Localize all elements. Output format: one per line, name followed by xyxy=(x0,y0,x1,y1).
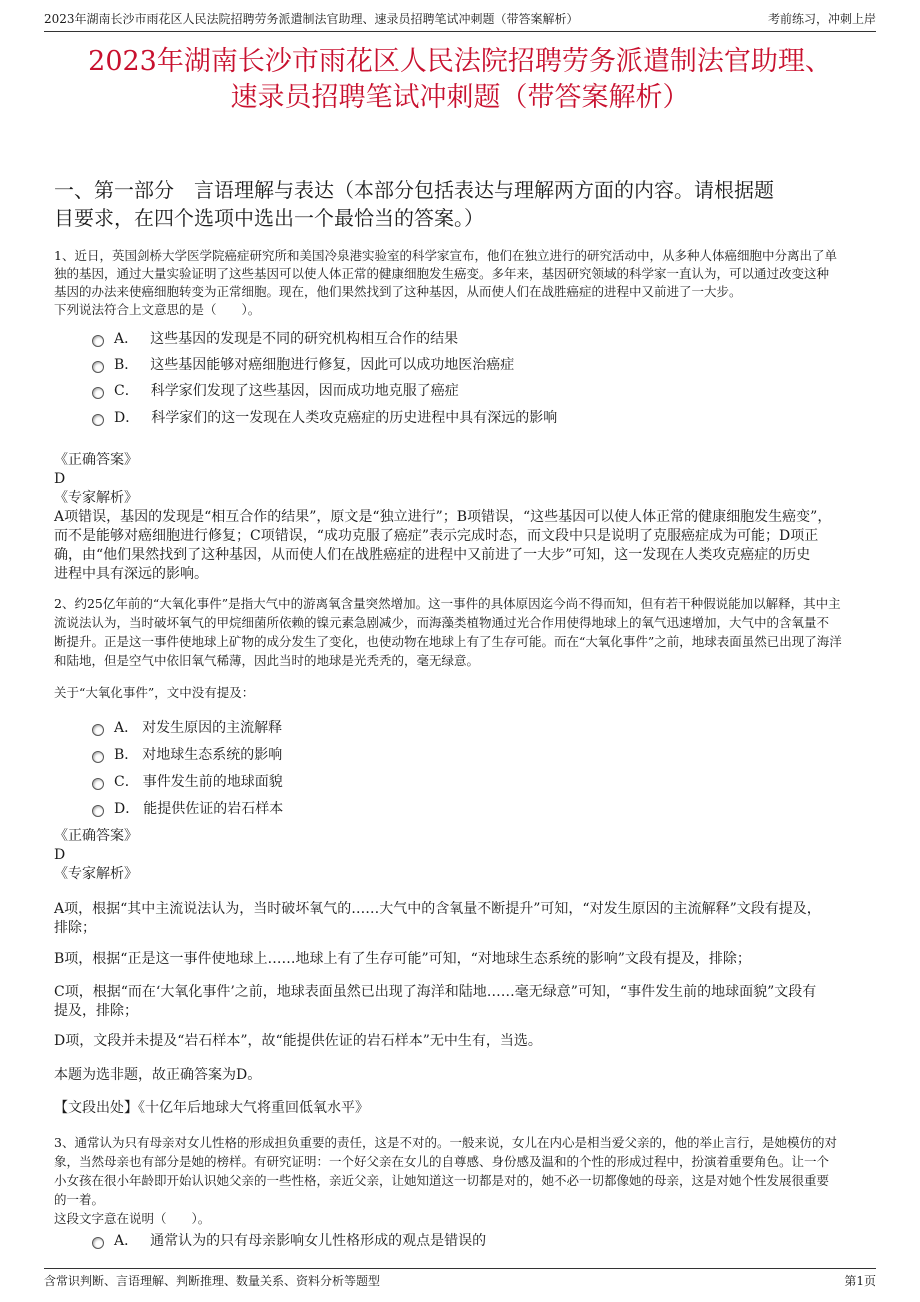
option-key: B． xyxy=(114,747,139,763)
q2-stem-line: 和陆地，但是空气中依旧氧气稀薄，因此当时的地球是光秃秃的，毫无绿意。 xyxy=(54,653,480,668)
q1-option-a[interactable] xyxy=(92,329,860,349)
document-title-line1: 2023年湖南长沙市雨花区人民法院招聘劳务派遣制法官助理、 xyxy=(88,46,832,77)
option-key: C． xyxy=(114,383,139,399)
q1-prompt: 下列说法符合上文意思的是（ ）。 xyxy=(54,302,261,317)
q2-option-b[interactable] xyxy=(92,745,860,765)
q2-stem-line: 断提升。正是这一事件使地球上矿物的成分发生了变化，也使动物在地球上有了生存可能。而在“大氧化事件”之前，地球表面虽然已出现了海洋 xyxy=(54,634,842,649)
radio-icon[interactable] xyxy=(92,805,104,817)
radio-icon[interactable] xyxy=(92,414,104,426)
q3-prompt: 这段文字意在说明（ ）。 xyxy=(54,1211,211,1226)
analysis-label: 《专家解析》 xyxy=(54,490,138,506)
q2-prompt: 关于“大氧化事件”，文中没有提及： xyxy=(54,685,255,700)
section-heading-line2: 目要求，在四个选项中选出一个最恰当的答案。） xyxy=(54,206,484,230)
option-key: D． xyxy=(114,801,140,817)
analysis-line: C项，根据“而在‘大氧化事件’之前，地球表面虽然已出现了海洋和陆地……毫无绿意”可知，“事件发生前的地球面貌”文段有 xyxy=(54,984,817,1000)
page-header xyxy=(44,8,876,32)
option-key: B． xyxy=(114,357,139,373)
document-title xyxy=(40,44,880,116)
q1-stem-line: 独的基因，通过大量实验证明了这些基因可以使人体正常的健康细胞发生癌变。多年来，基因研究领域的科学家一直认为，可以通过改变这种 xyxy=(54,266,830,281)
q2-stem-line: 流说法认为，当时破坏氧气的甲烷细菌所依赖的镍元素急剧减少，而海藻类植物通过光合作用使得地球上的氧气迅速增加，大气中的含氧量不 xyxy=(54,615,830,630)
page-number: 第1页 xyxy=(844,1274,876,1288)
q1-stem xyxy=(54,247,866,319)
option-key: A． xyxy=(114,1233,139,1249)
q2-option-d[interactable] xyxy=(92,799,860,819)
analysis-line: 排除； xyxy=(54,920,96,936)
option-key: D． xyxy=(114,410,140,426)
q2-analysis-a xyxy=(54,900,866,938)
radio-icon[interactable] xyxy=(92,387,104,399)
q2-analysis-b: B项，根据“正是这一事件使地球上……地球上有了生存可能”可知，“对地球生态系统的影响”文段有提及，排除； xyxy=(54,951,751,967)
footer-topics: 含常识判断、言语理解、判断推理、数量关系、资料分析等题型 xyxy=(44,1274,381,1288)
q1-stem-line: 基因的办法来使癌细胞转变为正常细胞。现在，他们果然找到了这种基因，从而使人们在战胜癌症的进程中又前进了一大步。 xyxy=(54,284,742,299)
radio-icon[interactable] xyxy=(92,724,104,736)
option-text: 对地球生态系统的影响 xyxy=(142,747,283,763)
q2-analysis-c xyxy=(54,983,866,1021)
radio-icon[interactable] xyxy=(92,1237,104,1249)
option-text: 科学家们发现了这些基因，因而成功地克服了癌症 xyxy=(150,383,459,399)
q2-source: 【文段出处】《十亿年后地球大气将重回低氧水平》 xyxy=(54,1100,369,1116)
header-doc-title: 2023年湖南长沙市雨花区人民法院招聘劳务派遣制法官助理、速录员招聘笔试冲刺题（带答案解析） xyxy=(44,12,579,26)
radio-icon[interactable] xyxy=(92,361,104,373)
q1-option-d[interactable] xyxy=(92,408,860,428)
analysis-line: 确，由“他们果然找到了这种基因，从而使人们在战胜癌症的进程中又前进了一大步”可知，这一发现在人类攻克癌症的历史 xyxy=(54,547,811,563)
option-text: 通常认为的只有母亲影响女儿性格形成的观点是错误的 xyxy=(150,1233,487,1249)
analysis-label: 《专家解析》 xyxy=(54,866,138,882)
page-footer xyxy=(44,1268,876,1289)
q2-answer-section xyxy=(54,827,866,884)
option-text: 事件发生前的地球面貌 xyxy=(142,774,283,790)
analysis-line: 进程中具有深远的影响。 xyxy=(54,566,208,582)
radio-icon[interactable] xyxy=(92,751,104,763)
q2-stem xyxy=(54,594,866,670)
q1-stem-line: 1、近日，英国剑桥大学医学院癌症研究所和美国冷泉港实验室的科学家宣布，他们在独立进行的研究活动中，从多种人体癌细胞中分离出了单 xyxy=(54,248,837,263)
q2-stem-line: 2、约25亿年前的“大氧化事件”是指大气中的游离氧含量突然增加。这一事件的具体原因迄今尚不得而知，但有若干种假说能加以解释，其中主 xyxy=(54,596,841,611)
answer-value: D xyxy=(54,471,66,487)
option-text: 能提供佐证的岩石样本 xyxy=(143,801,284,817)
analysis-line: A项，根据“其中主流说法认为，当时破坏氧气的……大气中的含氧量不断提升”可知，“对发生原因的主流解释”文段有提及， xyxy=(54,901,821,917)
q3-stem-line: 象，当然母亲也有部分是她的榜样。有研究证明：一个好父亲在女儿的自尊感、身份感及温和的个性的形成过程中，扮演着重要角色。让一个 xyxy=(54,1154,830,1169)
section-heading-line1: 一、第一部分 言语理解与表达（本部分包括表达与理解两方面的内容。请根据题 xyxy=(54,178,774,202)
q2-analysis-d: D项，文段并未提及“岩石样本”，故“能提供佐证的岩石样本”无中生有，当选。 xyxy=(54,1033,542,1049)
analysis-line: 而不是能够对癌细胞进行修复；C项错误，“成功克服了癌症”表示完成时态，而文段中只是说明了克服癌症成为可能；D项正 xyxy=(54,528,819,544)
q2-option-a[interactable] xyxy=(92,718,860,738)
option-key: A． xyxy=(114,331,139,347)
q3-stem-line: 3、通常认为只有母亲对女儿性格的形成担负重要的责任，这是不对的。一般来说，女儿在内心是相当爱父亲的，他的举止言行，是她模仿的对 xyxy=(54,1135,837,1150)
analysis-line: 提及，排除； xyxy=(54,1003,138,1019)
q2-conclusion: 本题为选非题，故正确答案为D。 xyxy=(54,1067,262,1083)
option-key: A． xyxy=(114,720,139,736)
option-text: 对发生原因的主流解释 xyxy=(142,720,283,736)
option-text: 这些基因的发现是不同的研究机构相互合作的结果 xyxy=(150,331,459,347)
answer-value: D xyxy=(54,847,66,863)
header-slogan: 考前练习，冲刺上岸 xyxy=(767,12,876,26)
q3-stem-line: 的一着。 xyxy=(54,1192,105,1207)
q3-stem-line: 小女孩在很小年龄即开始认识她父亲的一些性格，亲近父亲，让她知道这一切都是对的，她不必一切都像她的母亲，这是对她个性发展很重要 xyxy=(54,1173,830,1188)
q2-option-c[interactable] xyxy=(92,772,860,792)
q1-answer-section xyxy=(54,451,866,584)
radio-icon[interactable] xyxy=(92,778,104,790)
answer-label: 《正确答案》 xyxy=(54,828,138,844)
option-text: 科学家们的这一发现在人类攻克癌症的历史进程中具有深远的影响 xyxy=(151,410,558,426)
q1-option-b[interactable] xyxy=(92,355,860,375)
radio-icon[interactable] xyxy=(92,335,104,347)
q1-option-c[interactable] xyxy=(92,381,860,401)
answer-label: 《正确答案》 xyxy=(54,452,138,468)
option-text: 这些基因能够对癌细胞进行修复，因此可以成功地医治癌症 xyxy=(150,357,515,373)
analysis-line: A项错误，基因的发现是“相互合作的结果”，原文是“独立进行”；B项错误，“这些基因可以使人体正常的健康细胞发生癌变”， xyxy=(54,509,832,525)
q3-stem xyxy=(54,1133,866,1209)
document-title-line2: 速录员招聘笔试冲刺题（带答案解析） xyxy=(230,82,690,113)
q3-option-a[interactable] xyxy=(92,1231,860,1251)
section-heading xyxy=(54,176,866,232)
option-key: C． xyxy=(114,774,139,790)
